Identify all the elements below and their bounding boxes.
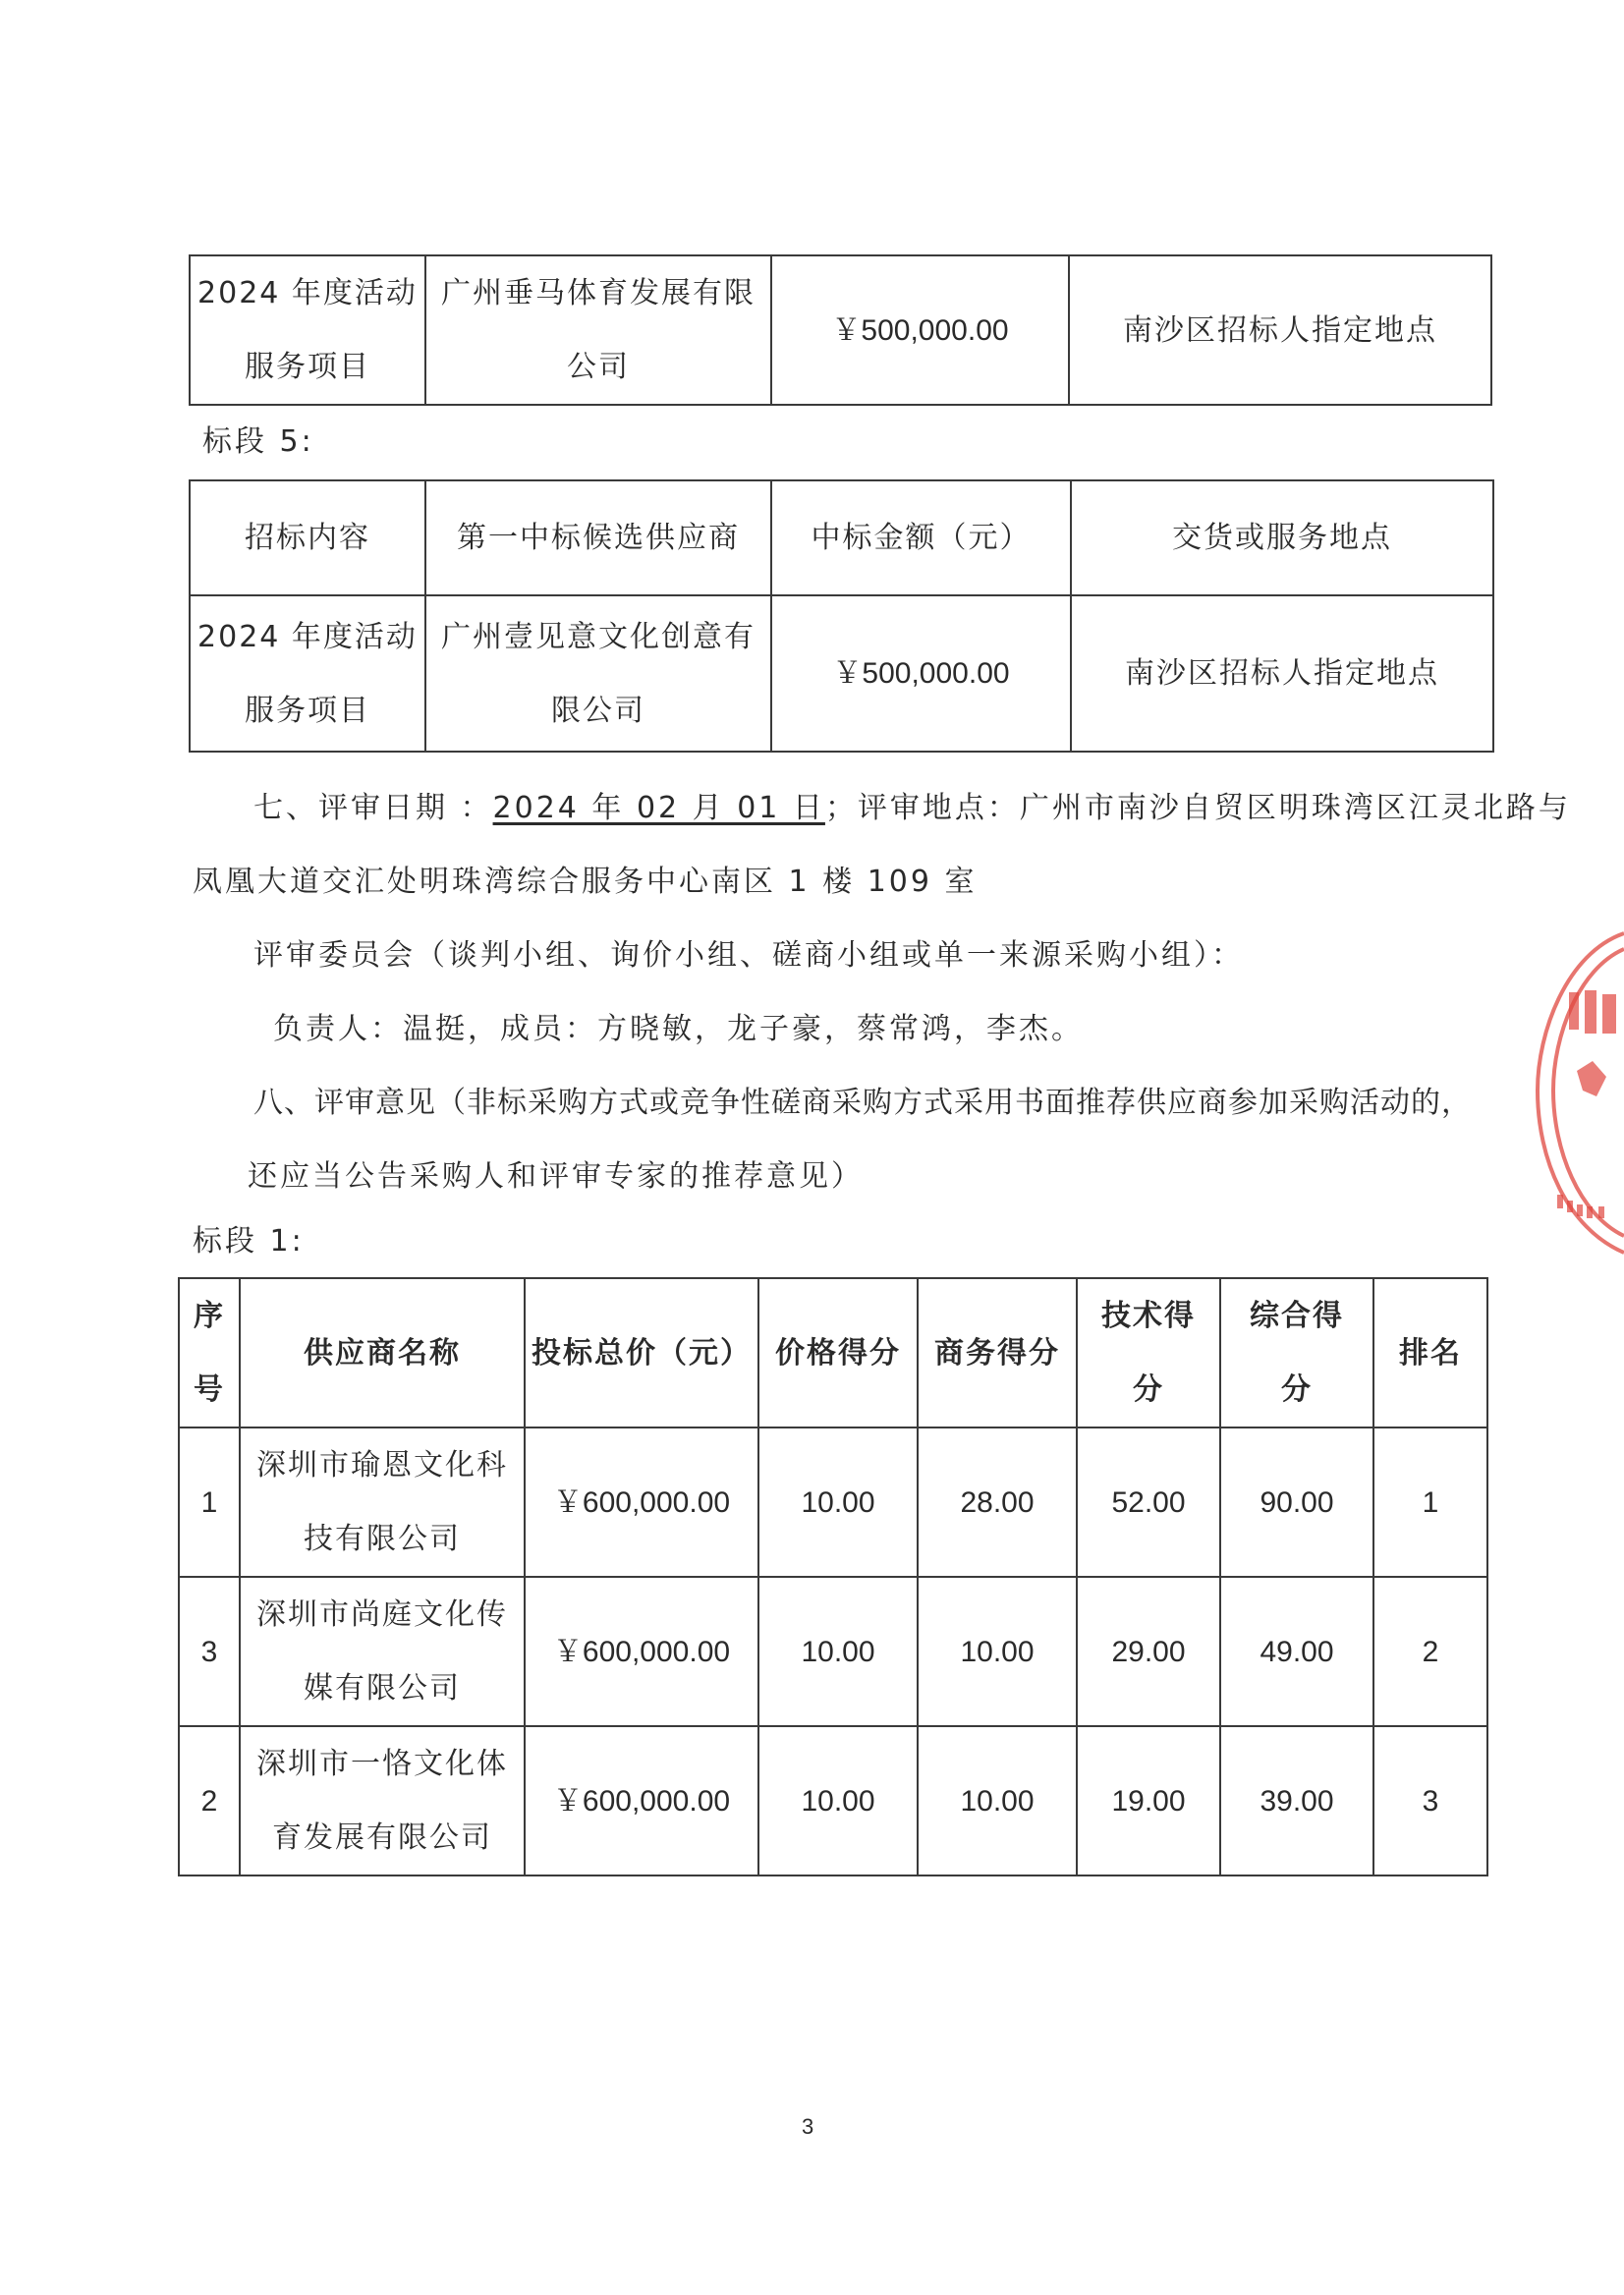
- rank-cell: 3: [1373, 1726, 1487, 1875]
- rank-cell: 1: [1373, 1427, 1487, 1577]
- header-price-score: 价格得分: [758, 1278, 918, 1427]
- price-score-cell: 10.00: [758, 1726, 918, 1875]
- header-overall-score: 综合得 分: [1220, 1278, 1373, 1427]
- supplier-cell: 深圳市瑜恩文化科 技有限公司: [240, 1427, 525, 1577]
- section1-score-table: [178, 1277, 1488, 1876]
- header-business-score: 商务得分: [918, 1278, 1077, 1427]
- tech-score-cell: 52.00: [1077, 1427, 1220, 1577]
- tech-score-cell: 29.00: [1077, 1577, 1220, 1726]
- table-row: [179, 1726, 1487, 1875]
- header-seq: 序 号: [179, 1278, 240, 1427]
- table-header-row: [179, 1278, 1487, 1427]
- supplier-cell: 广州垂马体育发展有限 公司: [425, 255, 771, 405]
- location-cell: 南沙区招标人指定地点: [1071, 595, 1493, 752]
- rank-cell: 2: [1373, 1577, 1487, 1726]
- table-row: [179, 1577, 1487, 1726]
- total-price-cell: ￥600,000.00: [525, 1427, 758, 1577]
- seq-cell: 1: [179, 1427, 240, 1577]
- seq-cell: 2: [179, 1726, 240, 1875]
- overall-score-cell: 49.00: [1220, 1577, 1373, 1726]
- total-price-cell: ￥600,000.00: [525, 1577, 758, 1726]
- opinion-line: 八、评审意见（非标采购方式或竞争性磋商采购方式采用书面推荐供应商参加采购活动的，: [253, 1086, 1472, 1120]
- page-number: 3: [802, 2114, 814, 2139]
- business-score-cell: 10.00: [918, 1726, 1077, 1875]
- header-amount: 中标金额（元）: [771, 480, 1071, 595]
- header-location: 交货或服务地点: [1071, 480, 1493, 595]
- supplier-cell: 深圳市尚庭文化传 媒有限公司: [240, 1577, 525, 1726]
- table-row: [190, 255, 1491, 405]
- tech-score-cell: 19.00: [1077, 1726, 1220, 1875]
- section1-label: 标段 1:: [193, 1224, 305, 1259]
- committee-line: 评审委员会（谈判小组、询价小组、磋商小组或单一来源采购小组）：: [253, 938, 1244, 973]
- seq-cell: 3: [179, 1577, 240, 1726]
- header-tech-score: 技术得 分: [1077, 1278, 1220, 1427]
- members-line: 负责人：温挺，成员：方晓敏，龙子豪，蔡常鸿，李杰。: [273, 1012, 1084, 1046]
- section5-label: 标段 5:: [202, 424, 314, 459]
- review-location-line: 凤凰大道交汇处明珠湾综合服务中心南区 1 楼 109 室: [193, 865, 978, 899]
- section5-table: [189, 479, 1494, 753]
- table-header-row: [190, 480, 1493, 595]
- award-table-continued: [189, 254, 1492, 406]
- amount-cell: ￥500,000.00: [771, 595, 1071, 752]
- total-price-cell: ￥600,000.00: [525, 1726, 758, 1875]
- content-cell: 2024 年度活动 服务项目: [190, 595, 425, 752]
- header-rank: 排名: [1373, 1278, 1487, 1427]
- seal-stamp-icon: [1528, 914, 1624, 1267]
- price-score-cell: 10.00: [758, 1577, 918, 1726]
- overall-score-cell: 39.00: [1220, 1726, 1373, 1875]
- header-supplier: 供应商名称: [240, 1278, 525, 1427]
- header-supplier: 第一中标候选供应商: [425, 480, 771, 595]
- business-score-cell: 10.00: [918, 1577, 1077, 1726]
- review-date-line: 七、评审日期 ：2024 年 02 月 01 日；评审地点：广州市南沙自贸区明珠湾区江灵北路与: [253, 791, 1571, 825]
- table-row: [190, 595, 1493, 752]
- price-score-cell: 10.00: [758, 1427, 918, 1577]
- header-total-price: 投标总价（元）: [525, 1278, 758, 1427]
- location-cell: 南沙区招标人指定地点: [1069, 255, 1491, 405]
- table-row: [179, 1427, 1487, 1577]
- opinion-line-2: 还应当公告采购人和评审专家的推荐意见）: [248, 1159, 864, 1194]
- amount-cell: ￥500,000.00: [771, 255, 1069, 405]
- business-score-cell: 28.00: [918, 1427, 1077, 1577]
- header-content: 招标内容: [190, 480, 425, 595]
- overall-score-cell: 90.00: [1220, 1427, 1373, 1577]
- supplier-cell: 广州壹见意文化创意有 限公司: [425, 595, 771, 752]
- review-date: 2024 年 02 月 01 日: [492, 791, 825, 825]
- supplier-cell: 深圳市一恪文化体 育发展有限公司: [240, 1726, 525, 1875]
- content-cell: 2024 年度活动 服务项目: [190, 255, 425, 405]
